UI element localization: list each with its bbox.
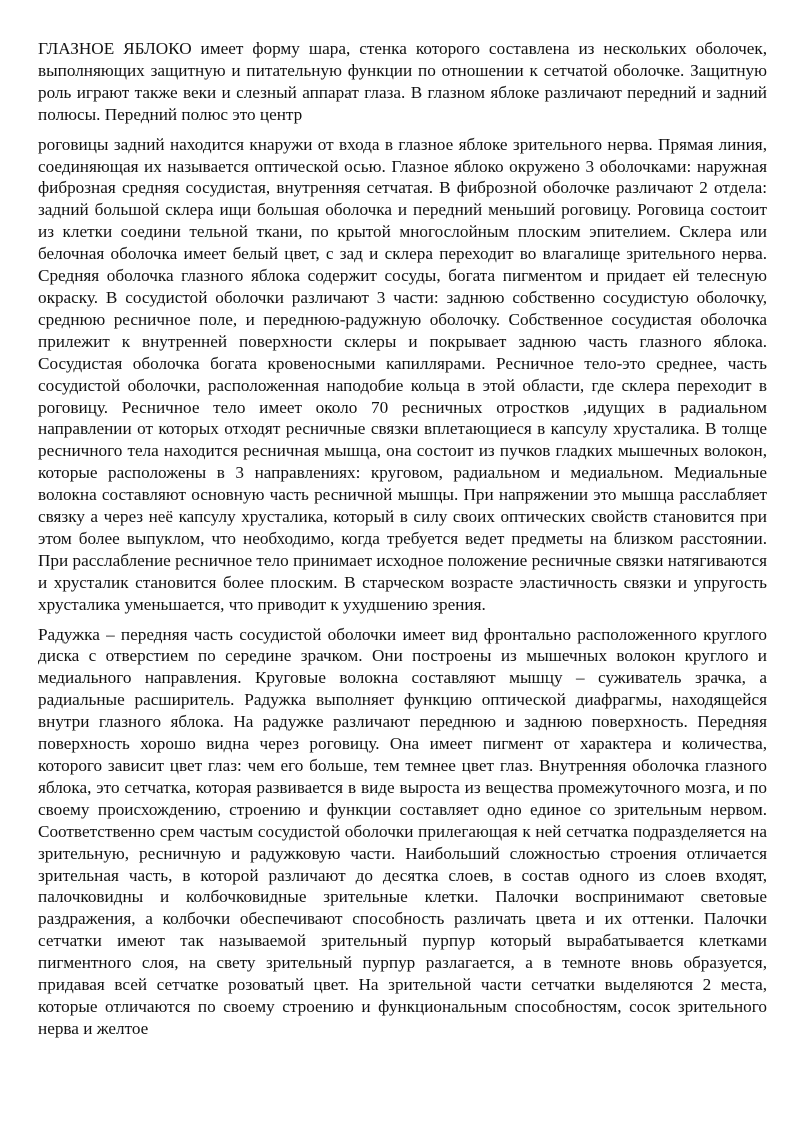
document-page [38,38,767,1040]
paragraph-eyeball-intro: ГЛАЗНОЕ ЯБЛОКО имеет форму шара, стенка которого составлена из нескольких оболочек, выполняющих защитную и питательную функции по отношении к сетчатой оболочке. Защитную роль играют также веки и слезный аппарат глаза. В глазном яблоке различают передний и задний полюсы. Передний полюс это центр [38,39,767,124]
paragraph-iris-retina: Радужка – передняя часть сосудистой оболочки имеет вид фронтально расположенного круглого диска с отверстием по середине зрачком. Они построены из мышечных волокон круглого и медиального направления. Круговые волокна составляют мышцу – суживатель зрачка, а радиальные расширитель. Радужка выполняет функцию оптической диафрагмы, находящейся внутри глазного яблока. На радужке различают переднюю и заднюю поверхность. Передняя поверхность хорошо видна через роговицу. Она имеет пигмент от характера и количества, которого зависит цвет глаз: чем его больше, тем темнее цвет глаз. Внутренняя оболочка глазного яблока, это сетчатка, которая развивается в виде выроста из вещества промежуточного мозга, и по своему происхождению, строению и функции составляет одно единое со зрительным нервом. Соответственно срем частым сосудистой оболочки прилегающая к ней сетчатка подразделяется на зрительную, ресничную и радужковую части. Наибольший сложностью строения отличается зрительная часть, в которой различают до десятка слоев, в состав одного из слоев входят, палочковидны и колбочковидные зрительные клетки. Палочки воспринимают световые раздражения, а колбочки обеспечивают способность различать цвета и их оттенки. Палочки сетчатки имеют так называемой зрительный пурпур который вырабатывается клетками пигментного слоя, на свету зрительный пурпур разлагается, а в темноте вновь образуется, придавая всей сетчатке розоватый цвет. На зрительной части сетчатки выделяются 2 места, которые отличаются по своему строению и функциональным способностям, сосок зрительного нерва и желтое [38,624,767,1038]
paragraph-eyeball-membranes: роговицы задний находится кнаружи от входа в глазное яблоке зрительного нерва. Прямая линия, соединяющая их называется оптической осью. Глазное яблоко окружено 3 оболочками: наружная фиброзная средняя сосудистая, внутренняя сетчатая. В фиброзной оболочке различают 2 отдела: задний большой склера ищи большая оболочка и передний меньший роговицу. Роговица состоит из клетки соедини тельной ткани, по крытой многослойным плоским эпителием. Склера или белочная оболочка имеет белый цвет, с зад и склера переходит во влагалище зрительного нерва. Средняя оболочка глазного яблока содержит сосуды, богата пигментом и придает ей телесную окраску. В сосудистой оболочки различают 3 части: заднюю собственно сосудистую оболочку, среднюю ресничное поле, и переднюю-радужную оболочку. Собственное сосудистая оболочка прилежит к внутренней поверхности склеры и покрывает заднюю часть глазного яблока. Сосудистая оболочка богата кровеносными капиллярами. Ресничное тело-это среднее, часть сосудистой оболочки, расположенная наподобие кольца в этой области, где склера переходит в роговицу. Ресничное тело имеет около 70 ресничных отростков ,идущих в радиальном направлении от которых отходят ресничные связки вплетающиеся в капсулу хрусталика. В толще ресничного тела находится ресничная мышца, она состоит из пучков гладких мышечных волокон, которые расположены в 3 направлениях: круговом, радиальном и медиальном. Медиальные волокна составляют основную часть ресничной мышцы. При напряжении это мышца расслабляет связку а через неё капсулу хрусталика, который в силу своих оптических свойств становится при этом более выпуклом, что необходимо, когда требуется ведет предметы на близком расстоянии. При расслабление ресничное тело принимает исходное положение ресничные связки натягиваются и хрусталик становится более плоским. В старческом возрасте эластичность связки и упругость хрусталика уменьшается, что приводит к ухудшению зрения. [38,134,767,614]
